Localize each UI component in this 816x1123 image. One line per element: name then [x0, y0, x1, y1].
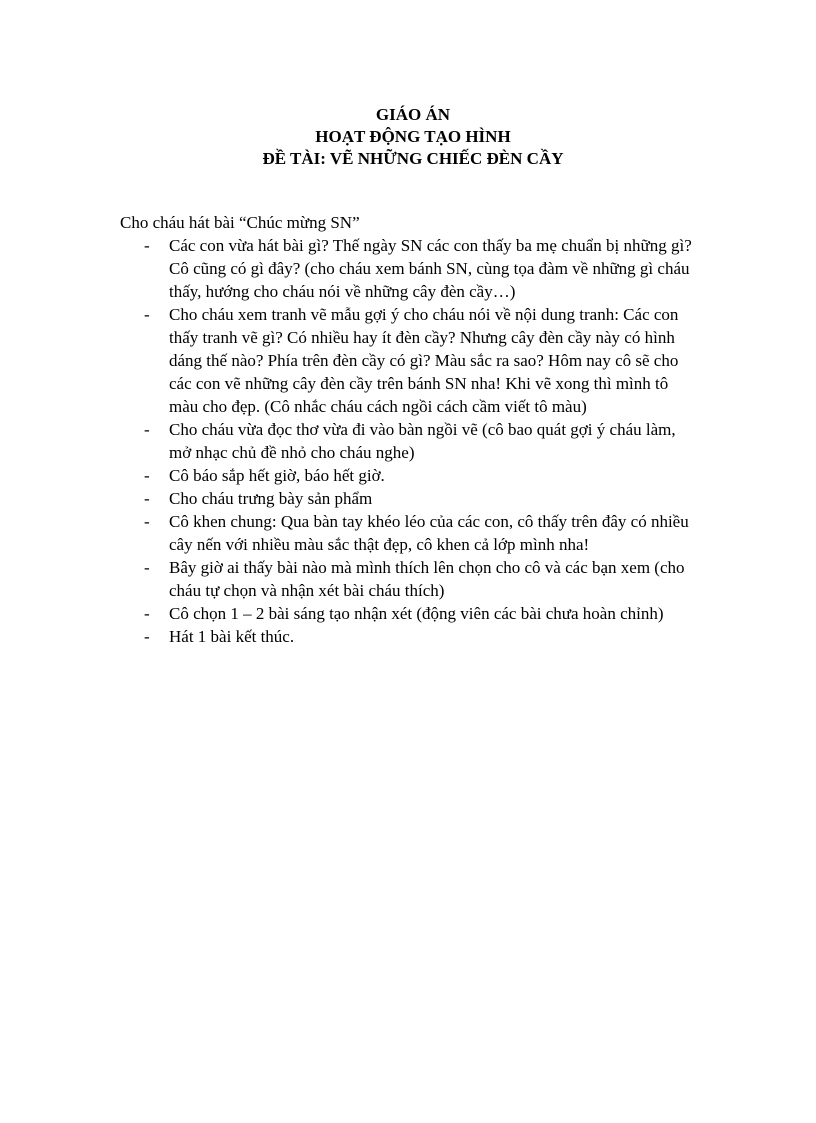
list-item-text: Cho cháu vừa đọc thơ vừa đi vào bàn ngồi vẽ (cô bao quát gợi ý cháu làm, mở nhạc chủ đề nhỏ cho cháu nghe): [169, 420, 676, 462]
list-item: [0, 234, 696, 303]
bullet-dash: -: [144, 466, 150, 485]
list-item-text: Hát 1 bài kết thúc.: [169, 627, 295, 646]
list-item: [0, 418, 696, 464]
bullet-dash: -: [144, 305, 150, 324]
intro-paragraph: Cho cháu hát bài “Chúc mừng SN”: [120, 213, 360, 232]
bullet-dash: -: [144, 420, 150, 439]
document-title: [0, 104, 816, 170]
list-item: [0, 556, 696, 602]
activity-steps-list: [0, 234, 816, 648]
list-item: [0, 303, 696, 418]
list-item-text: Cô chọn 1 – 2 bài sáng tạo nhận xét (động viên các bài chưa hoàn chỉnh): [169, 604, 664, 623]
list-item-text: Cô khen chung: Qua bàn tay khéo léo của các con, cô thấy trên đây có nhiều cây nến với nhiều màu sắc thật đẹp, cô khen cả lớp mình nha!: [169, 512, 689, 554]
title-line-lesson-plan: GIÁO ÁN: [375, 105, 451, 124]
bullet-dash: -: [144, 489, 150, 508]
bullet-dash: -: [144, 627, 150, 646]
list-item-text: Bây giờ ai thấy bài nào mà mình thích lên chọn cho cô và các bạn xem (cho cháu tự chọn và nhận xét bài cháu thích): [169, 558, 685, 600]
bullet-dash: -: [144, 512, 150, 531]
title-line-activity: HOẠT ĐỘNG TẠO HÌNH: [315, 127, 511, 146]
list-item: [0, 487, 696, 510]
list-item: [0, 510, 696, 556]
list-item: [0, 625, 696, 648]
list-item: [0, 464, 696, 487]
title-line-topic: ĐỀ TÀI: VẼ NHỮNG CHIẾC ĐÈN CẦY: [262, 149, 564, 168]
bullet-dash: -: [144, 604, 150, 623]
list-item-text: Cô báo sắp hết giờ, báo hết giờ.: [169, 466, 385, 485]
list-item-text: Các con vừa hát bài gì? Thế ngày SN các con thấy ba mẹ chuẩn bị những gì? Cô cũng có gì đây? (cho cháu xem bánh SN, cùng tọa đàm về những gì cháu thấy, hướng cho cháu nói về những cây đèn cầy…): [169, 236, 692, 301]
bullet-dash: -: [144, 236, 150, 255]
list-item-text: Cho cháu xem tranh vẽ mẫu gợi ý cho cháu nói về nội dung tranh: Các con thấy tranh vẽ gì? Có nhiều hay ít đèn cầy? Nhưng cây đèn cầy này có hình dáng thế nào? Phía trên đèn cầy có gì? Màu sắc ra sao? Hôm nay cô sẽ cho các con vẽ những cây đèn cầy trên bánh SN nha! Khi vẽ xong thì mình tô màu cho đẹp. (Cô nhắc cháu cách ngồi cách cầm viết tô màu): [169, 305, 679, 416]
bullet-dash: -: [144, 558, 150, 577]
list-item: [0, 602, 696, 625]
list-item-text: Cho cháu trưng bày sản phẩm: [169, 489, 373, 508]
